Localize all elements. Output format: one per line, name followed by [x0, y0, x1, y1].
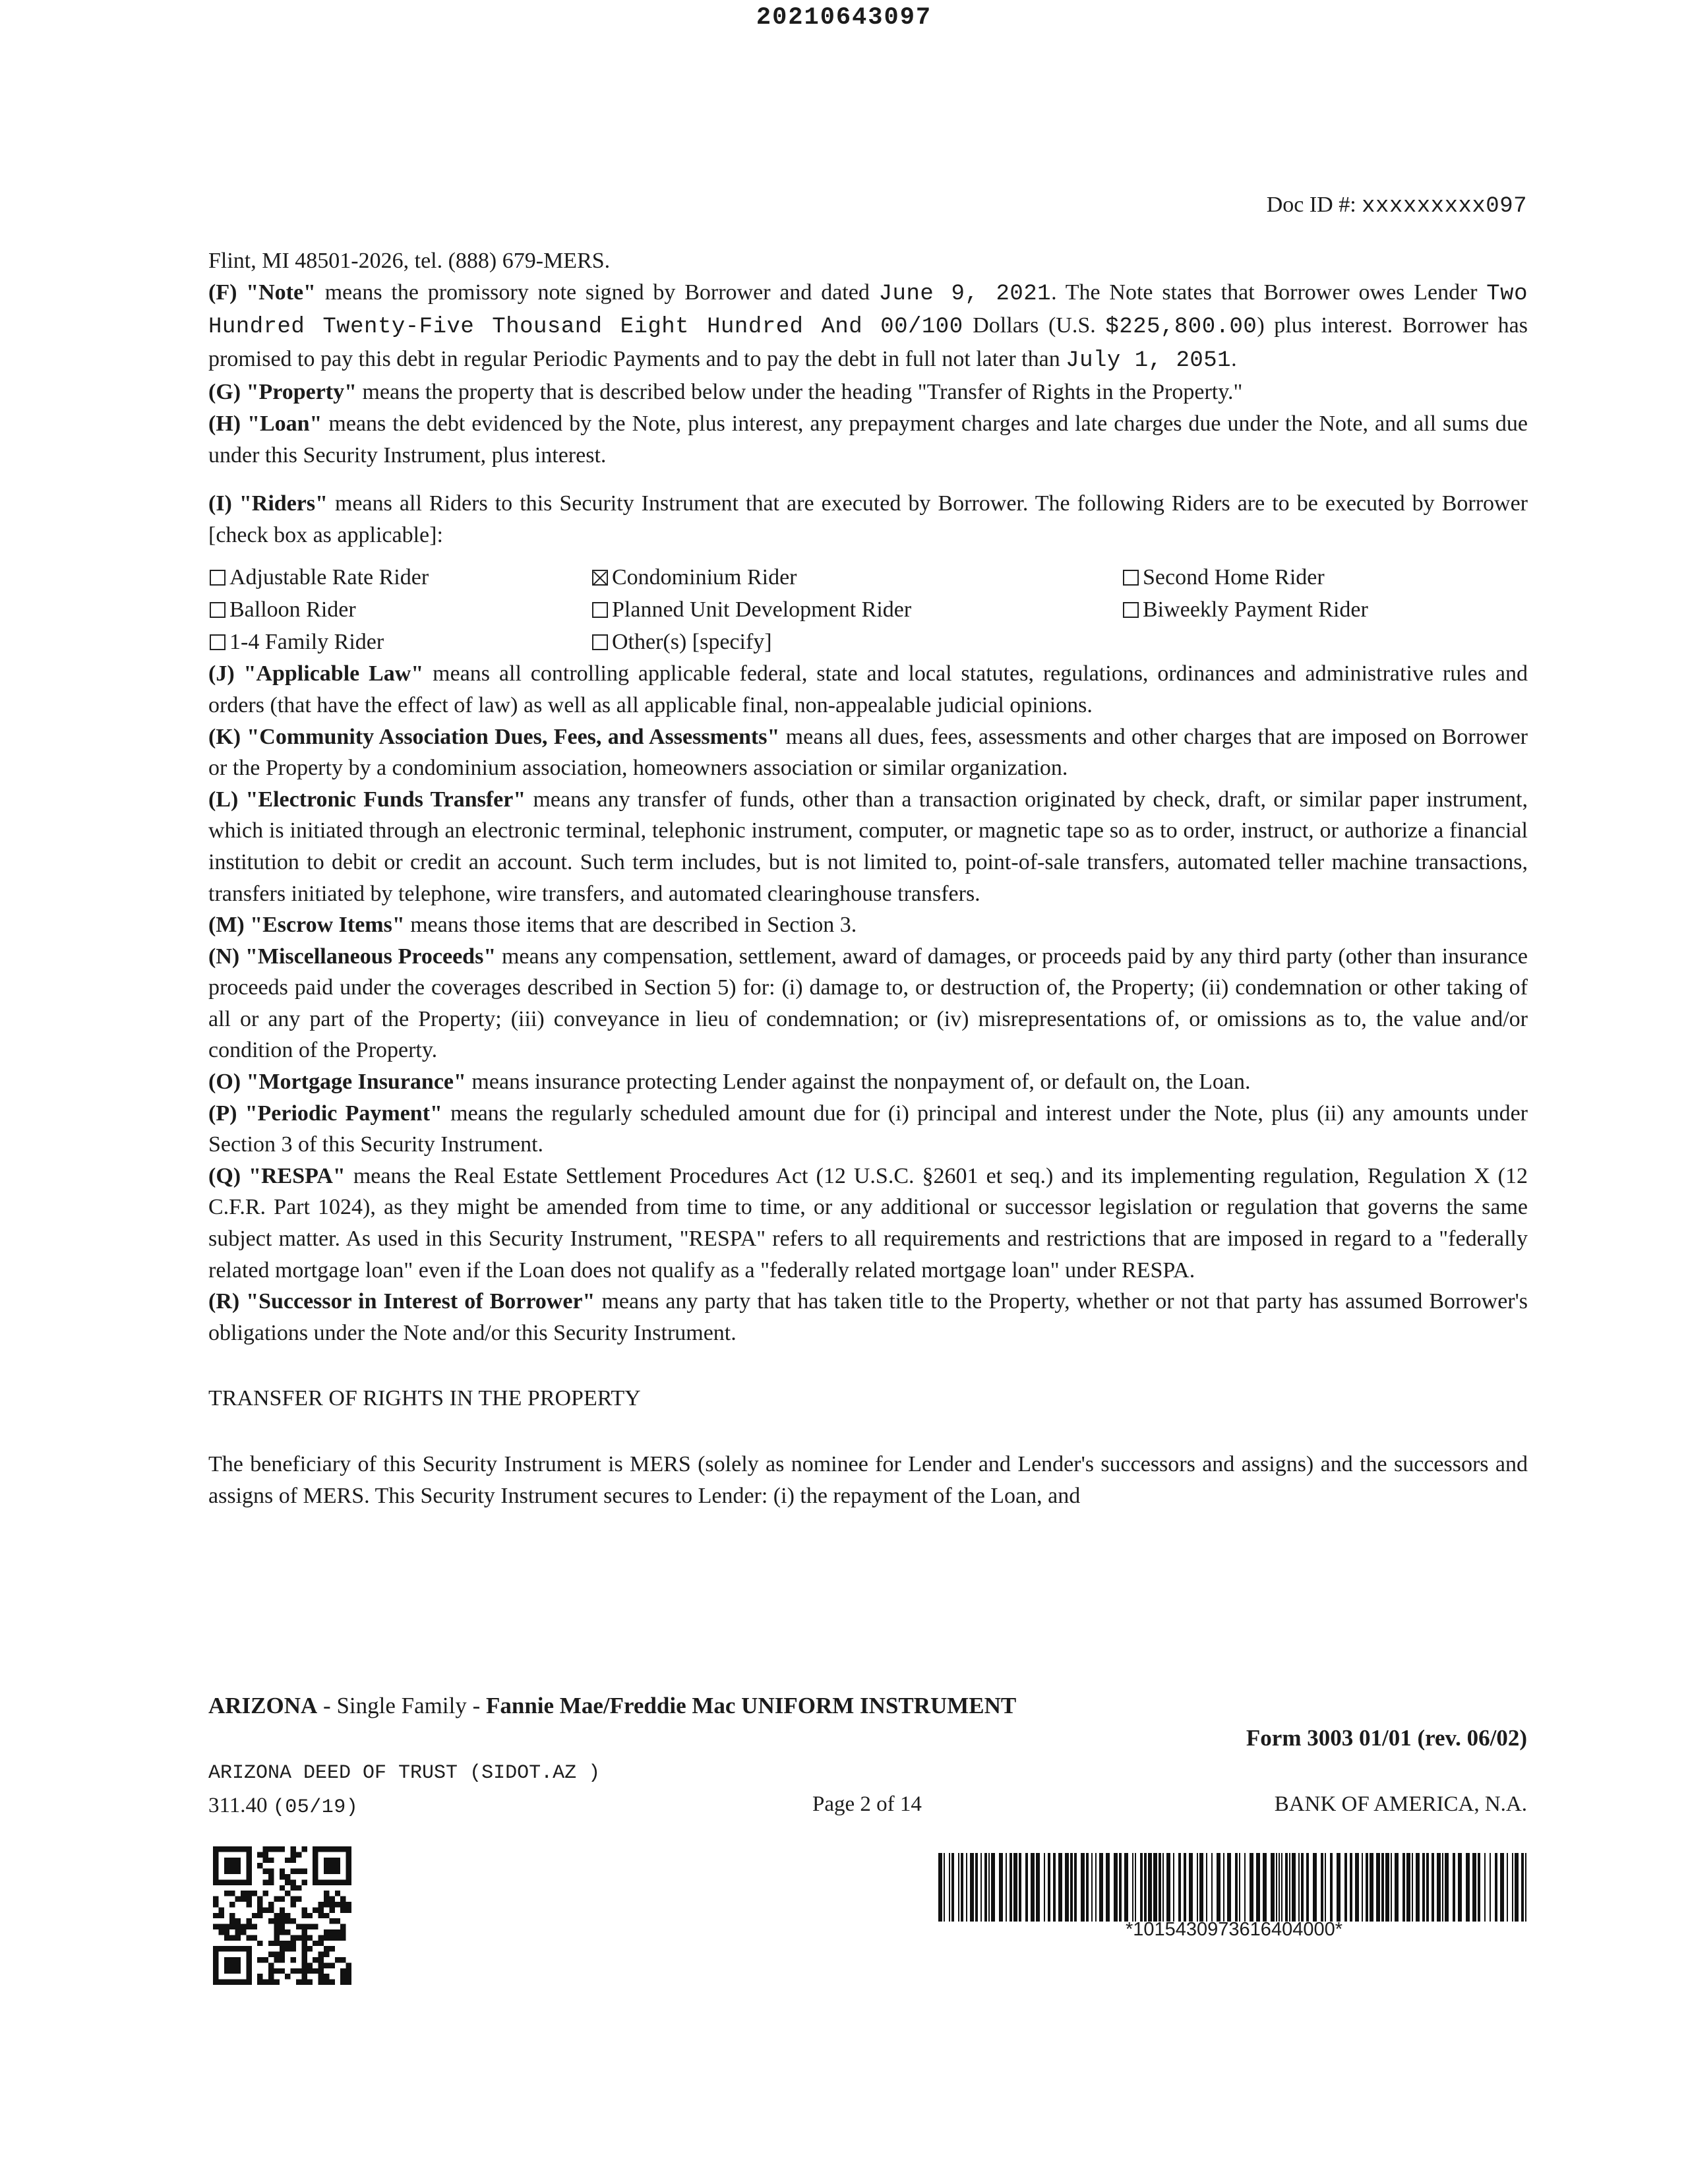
- form-version: 311.40 (05/19): [208, 1794, 359, 1819]
- definition-note: (F) "Note" means the promissory note signed by Borrower and dated June 9, 2021. The Note states that Borrower owes Lender Two Hundred Twenty-Five Thousand Eight Hundred And 00/100 Dollars (U.S. $225,800.00) plus interest. Borrower has promised to pay this debt in regular Periodic Payments and to pay the debt in full not later than July 1, 2051.: [208, 280, 1528, 373]
- loan-amount: $225,800.00: [1105, 315, 1257, 340]
- lender-name: BANK OF AMERICA, N.A.: [1274, 1792, 1527, 1816]
- definition-periodic-payment: (P) "Periodic Payment" means the regularly scheduled amount due for (i) principal and interest under the Note, plus (ii) any amounts under Section 3 of this Security Instrument.: [208, 1101, 1528, 1157]
- checkbox-icon[interactable]: [1123, 602, 1139, 618]
- barcode-icon: [938, 1853, 1530, 1922]
- form-number: Form 3003 01/01 (rev. 06/02): [1246, 1725, 1527, 1751]
- document-name: ARIZONA DEED OF TRUST (SIDOT.AZ ): [208, 1762, 601, 1784]
- checkbox-icon[interactable]: [210, 570, 226, 586]
- loan-amount-words: Two Hundred Twenty-Five Thousand Eight Hundred And 00/100: [208, 281, 1528, 340]
- term-label: (J) "Applicable Law": [208, 661, 424, 686]
- term-label: (M) "Escrow Items": [208, 913, 405, 938]
- definition-escrow-items: (M) "Escrow Items" means those items that are described in Section 3.: [208, 913, 857, 938]
- rider-item[interactable]: Second Home Rider: [1122, 561, 1517, 593]
- mers-address: Flint, MI 48501-2026, tel. (888) 679-MERS.: [208, 249, 611, 273]
- barcode-number: *1015430973616404000*: [1125, 1919, 1342, 1940]
- checkbox-checked-icon[interactable]: [592, 570, 608, 586]
- maturity-date: July 1, 2051: [1066, 348, 1232, 373]
- term-label: (N) "Miscellaneous Proceeds": [208, 944, 497, 969]
- definition-applicable-law: (J) "Applicable Law" means all controlling applicable federal, state and local statutes, regulations, ordinances and administrative rules and orders (that have the effect of law) as well as all applicable final, non-appealable judicial opinions.: [208, 661, 1528, 717]
- doc-id-value: xxxxxxxxx097: [1362, 194, 1527, 219]
- checkbox-icon[interactable]: [592, 634, 608, 650]
- term-label: (Q) "RESPA": [208, 1163, 346, 1188]
- transfer-paragraph: The beneficiary of this Security Instrument is MERS (solely as nominee for Lender and Lender's successors and assigns) and the successors and assigns of MERS. This Security Instrument secures to Lender: (i) the repayment of the Loan, and: [208, 1452, 1528, 1508]
- qr-code-icon: [213, 1846, 351, 1985]
- rider-item[interactable]: Other(s) [specify]: [591, 626, 1122, 658]
- checkbox-icon[interactable]: [210, 602, 226, 618]
- term-label: (L) "Electronic Funds Transfer": [208, 787, 526, 812]
- definition-mortgage-insurance: (O) "Mortgage Insurance" means insurance protecting Lender against the nonpayment of, or default on, the Loan.: [208, 1070, 1251, 1095]
- definition-misc-proceeds: (N) "Miscellaneous Proceeds" means any compensation, settlement, award of damages, or proceeds paid by any third party (other than insurance proceeds paid under the coverages described in Section 5) for: (i) damage to, or destruction of, the Property; (ii) condemnation or other taking of all or any part of the Property; (iii) conveyance in lieu of condemnation; or (iv) misrepresentations of, or omissions as to, the value and/or condition of the Property.: [208, 944, 1528, 1063]
- definition-eft: (L) "Electronic Funds Transfer" means any transfer of funds, other than a transaction originated by check, draft, or similar paper instrument, which is initiated through an electronic terminal, telephonic instrument, computer, or magnetic tape so as to order, instruct, or authorize a financial institution to debit or credit an account. Such term includes, but is not limited to, point-of-sale transfers, automated teller machine transactions, transfers initiated by telephone, wire transfers, and automated clearinghouse transfers.: [208, 787, 1528, 906]
- definition-riders: (I) "Riders" means all Riders to this Security Instrument that are executed by Borrower. The following Riders are to be executed by Borrower [check box as applicable]:: [208, 491, 1528, 547]
- term-label: (I) "Riders": [208, 491, 328, 516]
- form-title: ARIZONA - Single Family - Fannie Mae/Freddie Mac UNIFORM INSTRUMENT: [208, 1693, 1017, 1718]
- doc-id: [1267, 193, 1527, 219]
- page-number: Page 2 of 14: [812, 1792, 922, 1816]
- rider-item[interactable]: Biweekly Payment Rider: [1122, 593, 1517, 626]
- section-heading-transfer: TRANSFER OF RIGHTS IN THE PROPERTY: [208, 1386, 641, 1411]
- riders-checklist: [208, 561, 1528, 658]
- checkbox-icon[interactable]: [592, 602, 608, 618]
- recording-number: 20210643097: [756, 4, 932, 32]
- doc-id-label: Doc ID #:: [1266, 193, 1356, 217]
- checkbox-icon[interactable]: [210, 634, 226, 650]
- rider-item[interactable]: Condominium Rider: [591, 561, 1122, 593]
- term-label: (R) "Successor in Interest of Borrower": [208, 1289, 595, 1314]
- term-label: (K) "Community Association Dues, Fees, and Assessments": [208, 724, 780, 749]
- rider-item[interactable]: 1-4 Family Rider: [208, 626, 591, 658]
- term-label: (O) "Mortgage Insurance": [208, 1070, 466, 1095]
- note-date: June 9, 2021: [878, 281, 1052, 307]
- term-label: (P) "Periodic Payment": [208, 1101, 442, 1126]
- definition-property: (G) "Property" means the property that is described below under the heading "Transfer of Rights in the Property.": [208, 380, 1243, 405]
- rider-item[interactable]: Planned Unit Development Rider: [591, 593, 1122, 626]
- definition-successor: (R) "Successor in Interest of Borrower" means any party that has taken title to the Property, whether or not that party has assumed Borrower's obligations under the Note and/or this Security Instrument.: [208, 1289, 1528, 1345]
- term-label: (H) "Loan": [208, 411, 322, 436]
- term-label: (F) "Note": [208, 280, 316, 305]
- rider-item[interactable]: Balloon Rider: [208, 593, 591, 626]
- rider-item[interactable]: Adjustable Rate Rider: [208, 561, 591, 593]
- definition-loan: (H) "Loan" means the debt evidenced by the Note, plus interest, any prepayment charges and late charges due under the Note, and all sums due under this Security Instrument, plus interest.: [208, 411, 1528, 468]
- definition-community-dues: (K) "Community Association Dues, Fees, and Assessments" means all dues, fees, assessments and other charges that are imposed on Borrower or the Property by a condominium association, homeowners association or similar organization.: [208, 724, 1528, 781]
- definition-respa: (Q) "RESPA" means the Real Estate Settlement Procedures Act (12 U.S.C. §2601 et seq.) and its implementing regulation, Regulation X (12 C.F.R. Part 1024), as they might be amended from time to time, or any additional or successor legislation or regulation that governs the same subject matter. As used in this Security Instrument, "RESPA" refers to all requirements and restrictions that are imposed in regard to a "federally related mortgage loan" even if the Loan does not qualify as a "federally related mortgage loan" under RESPA.: [208, 1163, 1528, 1283]
- checkbox-icon[interactable]: [1123, 570, 1139, 586]
- document-body: [208, 245, 1528, 1511]
- term-label: (G) "Property": [208, 380, 357, 405]
